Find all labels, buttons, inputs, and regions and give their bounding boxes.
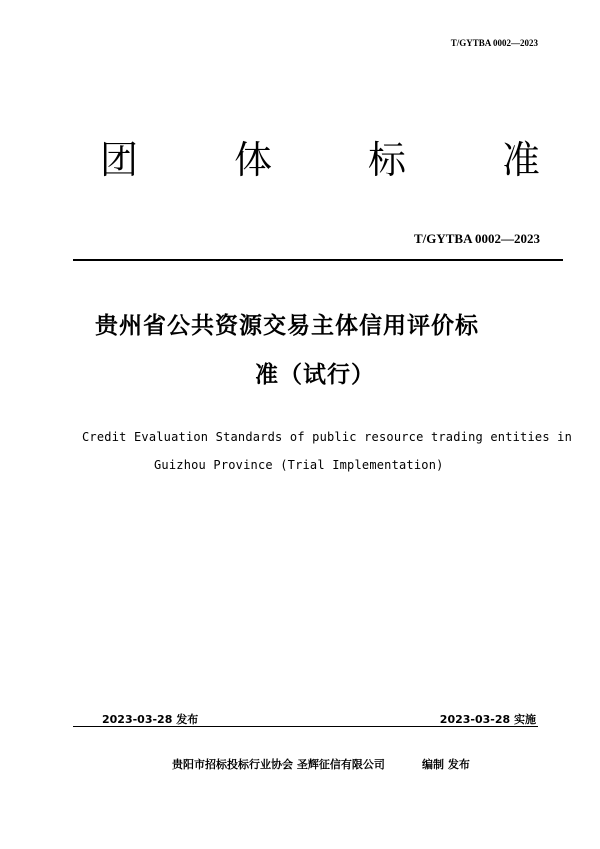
title-char: 准 (501, 138, 540, 182)
footer-divider (73, 726, 538, 727)
title-char: 体 (233, 138, 272, 182)
chinese-title-line-1: 贵州省公共资源交易主体信用评价标 (95, 313, 479, 339)
english-title-line-2: Guizhou Province (Trial Implementation) (154, 458, 444, 472)
publish-note: 编制 发布 (422, 758, 470, 771)
issue-date: 2023-03-28 发布 (102, 713, 199, 726)
title-char: 团 (100, 138, 139, 182)
publisher-organizations: 贵阳市招标投标行业协会 圣辉征信有限公司 (172, 758, 385, 771)
english-title-line-1: Credit Evaluation Standards of public resource trading entities in (82, 430, 573, 444)
group-standard-title (100, 138, 540, 182)
standard-doc-code: T/GYTBA 0002—2023 (413, 231, 540, 246)
chinese-title-line-2: 准（试行） (255, 362, 375, 388)
header-divider (73, 259, 563, 261)
implementation-date: 2023-03-28 实施 (439, 713, 536, 726)
title-char: 标 (367, 138, 406, 182)
header-doc-code: T/GYTBA 0002—2023 (450, 38, 538, 48)
